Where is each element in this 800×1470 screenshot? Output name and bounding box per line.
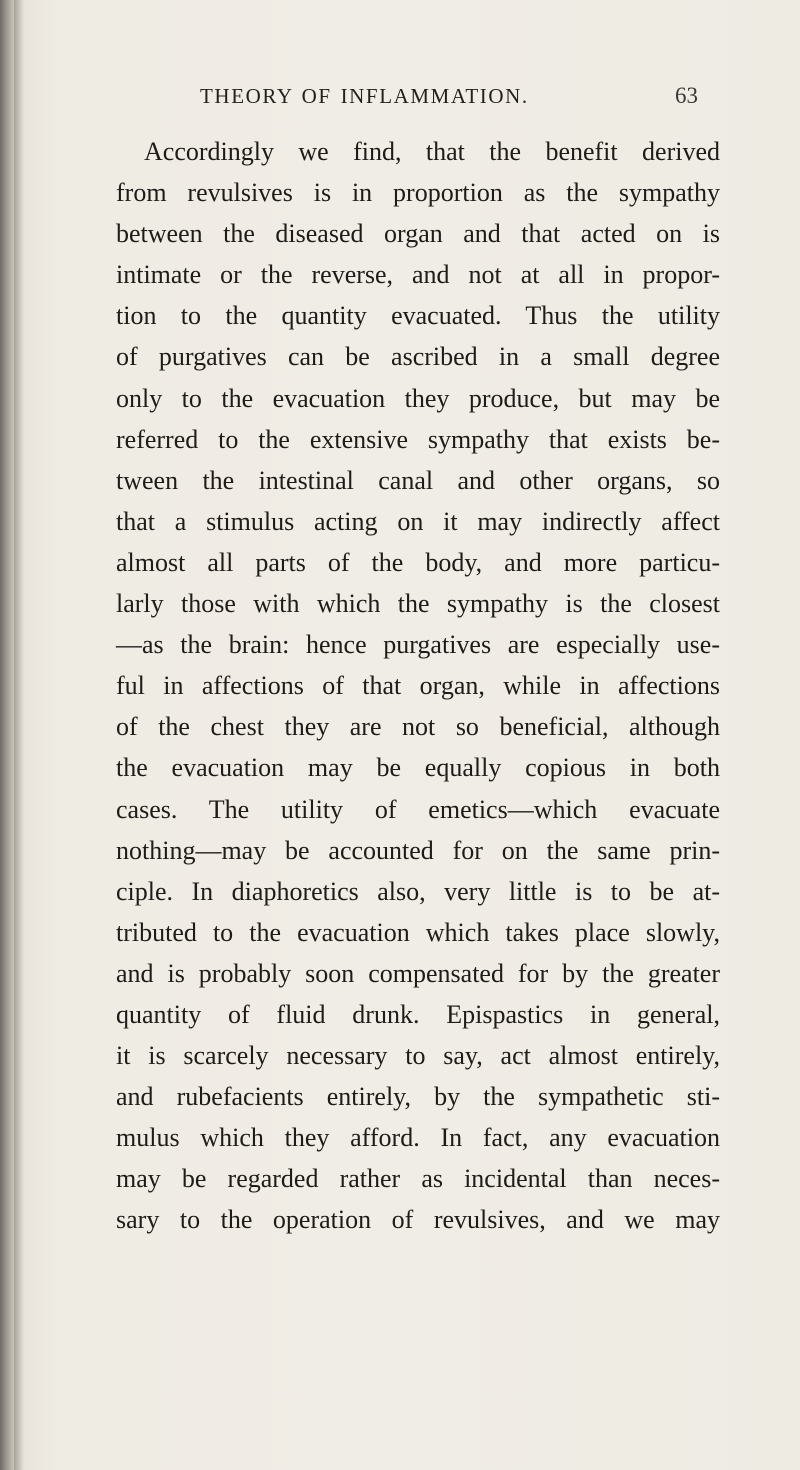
text-line: quantity of fluid drunk. Epispastics in general, xyxy=(116,999,720,1029)
text-line: cases. The utility of emetics—which evacuate xyxy=(116,794,720,824)
gutter-shadow xyxy=(14,0,24,1470)
body-text xyxy=(116,131,720,1241)
text-line: intimate or the reverse, and not at all in propor- xyxy=(116,260,720,290)
text-line: between the diseased organ and that acted on is xyxy=(116,219,720,249)
text-line: may be regarded rather as incidental than neces- xyxy=(116,1164,720,1194)
text-line: ciple. In diaphoretics also, very little is to be at- xyxy=(116,876,720,906)
text-line: and rubefacients entirely, by the sympathetic sti- xyxy=(116,1082,720,1112)
text-line: the evacuation may be equally copious in both xyxy=(116,753,720,783)
text-line: mulus which they afford. In fact, any evacuation xyxy=(116,1123,720,1153)
text-line: only to the evacuation they produce, but may be xyxy=(116,383,720,413)
text-line: almost all parts of the body, and more particu- xyxy=(116,547,720,577)
text-line: referred to the extensive sympathy that exists be- xyxy=(116,424,720,454)
text-line: Accordingly we find, that the benefit derived xyxy=(144,137,720,166)
text-line: —as the brain: hence purgatives are especially use- xyxy=(116,630,720,660)
text-line: nothing—may be accounted for on the same prin- xyxy=(116,835,720,865)
text-line: tween the intestinal canal and other organs, so xyxy=(116,465,720,495)
text-line: sary to the operation of revulsives, and we may xyxy=(116,1205,720,1235)
book-gutter xyxy=(0,0,14,1470)
text-line: that a stimulus acting on it may indirectly affect xyxy=(116,506,720,536)
text-line: of purgatives can be ascribed in a small degree xyxy=(116,342,720,372)
text-line: it is scarcely necessary to say, act almost entirely, xyxy=(116,1041,720,1071)
text-line: tributed to the evacuation which takes place slowly, xyxy=(116,917,720,947)
running-title: THEORY OF INFLAMMATION. xyxy=(200,84,529,108)
page-number: 63 xyxy=(675,83,698,108)
running-head xyxy=(0,84,800,124)
text-line: of the chest they are not so beneficial, although xyxy=(116,712,720,742)
text-line: larly those with which the sympathy is the closest xyxy=(116,589,720,619)
text-line: and is probably soon compensated for by the greater xyxy=(116,958,720,988)
text-line: from revulsives is in proportion as the sympathy xyxy=(116,178,720,208)
text-line: tion to the quantity evacuated. Thus the utility xyxy=(116,301,720,331)
text-line: ful in affections of that organ, while in affections xyxy=(116,671,720,701)
